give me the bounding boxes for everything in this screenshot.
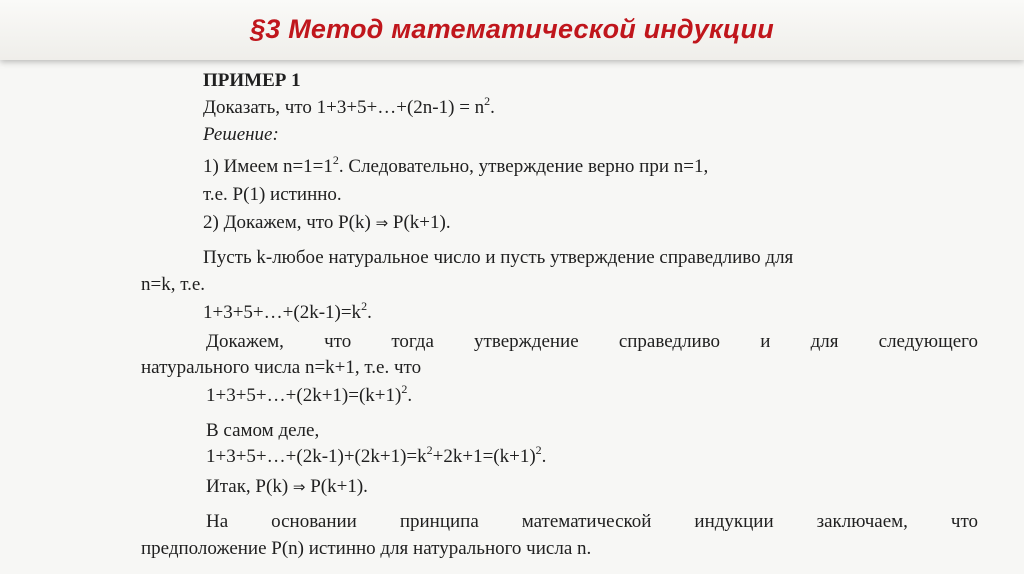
- step1-text-a: 1) Имеем n=1=1: [203, 156, 333, 177]
- formula-full-exponent-2: 2: [535, 442, 542, 457]
- conclusion-line-1: На основании принципа математической индукции заключаем, что: [206, 511, 978, 532]
- assumption-line-2: n=k, т.е.: [141, 274, 206, 295]
- step1-text-b: . Следовательно, утверждение верно при n=1,: [338, 156, 709, 177]
- step1-exponent: 2: [332, 152, 339, 167]
- formula-k-exponent: 2: [361, 298, 368, 313]
- title-bar: [0, 0, 1024, 60]
- formula-full-text-a: 1+3+5+…+(2k-1)+(2k+1)=k: [206, 446, 427, 467]
- so-text-b: P(k+1).: [305, 476, 368, 497]
- formula-k1: [206, 381, 413, 407]
- prove-text: Доказать, что 1+3+5+…+(2n-1) = n: [203, 97, 485, 118]
- prove-exponent: 2: [484, 93, 491, 108]
- formula-full-end: .: [541, 446, 547, 467]
- formula-k-end: .: [367, 302, 372, 323]
- indeed-line: В самом деле,: [206, 420, 320, 441]
- formula-full: [206, 442, 547, 468]
- implies-arrow-icon: ⇒: [292, 478, 306, 496]
- prove-next-line-2: натурального числа n=k+1, т.е. что: [141, 357, 422, 378]
- formula-k: [203, 298, 372, 324]
- formula-k-text: 1+3+5+…+(2k-1)=k: [203, 302, 362, 323]
- example-heading: ПРИМЕР 1: [203, 70, 301, 91]
- formula-k1-end: .: [407, 385, 413, 406]
- step1-line: [203, 152, 709, 178]
- conclusion-line-2: предположение P(n) истинно для натурального числа n.: [141, 538, 592, 559]
- prove-statement: [203, 93, 495, 119]
- slide-title: §3 Метод математической индукции: [250, 14, 774, 44]
- formula-full-exponent-1: 2: [426, 442, 433, 457]
- implies-arrow-icon: ⇒: [375, 214, 389, 232]
- so-text-a: Итак, P(k): [206, 476, 293, 497]
- assumption-line-1: Пусть k-любое натуральное число и пусть утверждение справедливо для: [203, 247, 794, 268]
- so-line: [206, 476, 368, 498]
- formula-full-text-b: +2k+1=(k+1): [432, 446, 536, 467]
- formula-k1-text: 1+3+5+…+(2k+1)=(k+1): [206, 385, 402, 406]
- prove-next-line-1: Докажем, что тогда утверждение справедливо и для следующего: [206, 331, 978, 352]
- step1-conclusion: т.е. P(1) истинно.: [203, 184, 342, 205]
- step2-line: [203, 212, 451, 234]
- prove-end: .: [490, 97, 495, 118]
- step2-text-a: 2) Докажем, что P(k): [203, 212, 376, 233]
- formula-k1-exponent: 2: [401, 381, 408, 396]
- solution-label: Решение:: [203, 124, 279, 145]
- step2-text-b: P(k+1).: [388, 212, 451, 233]
